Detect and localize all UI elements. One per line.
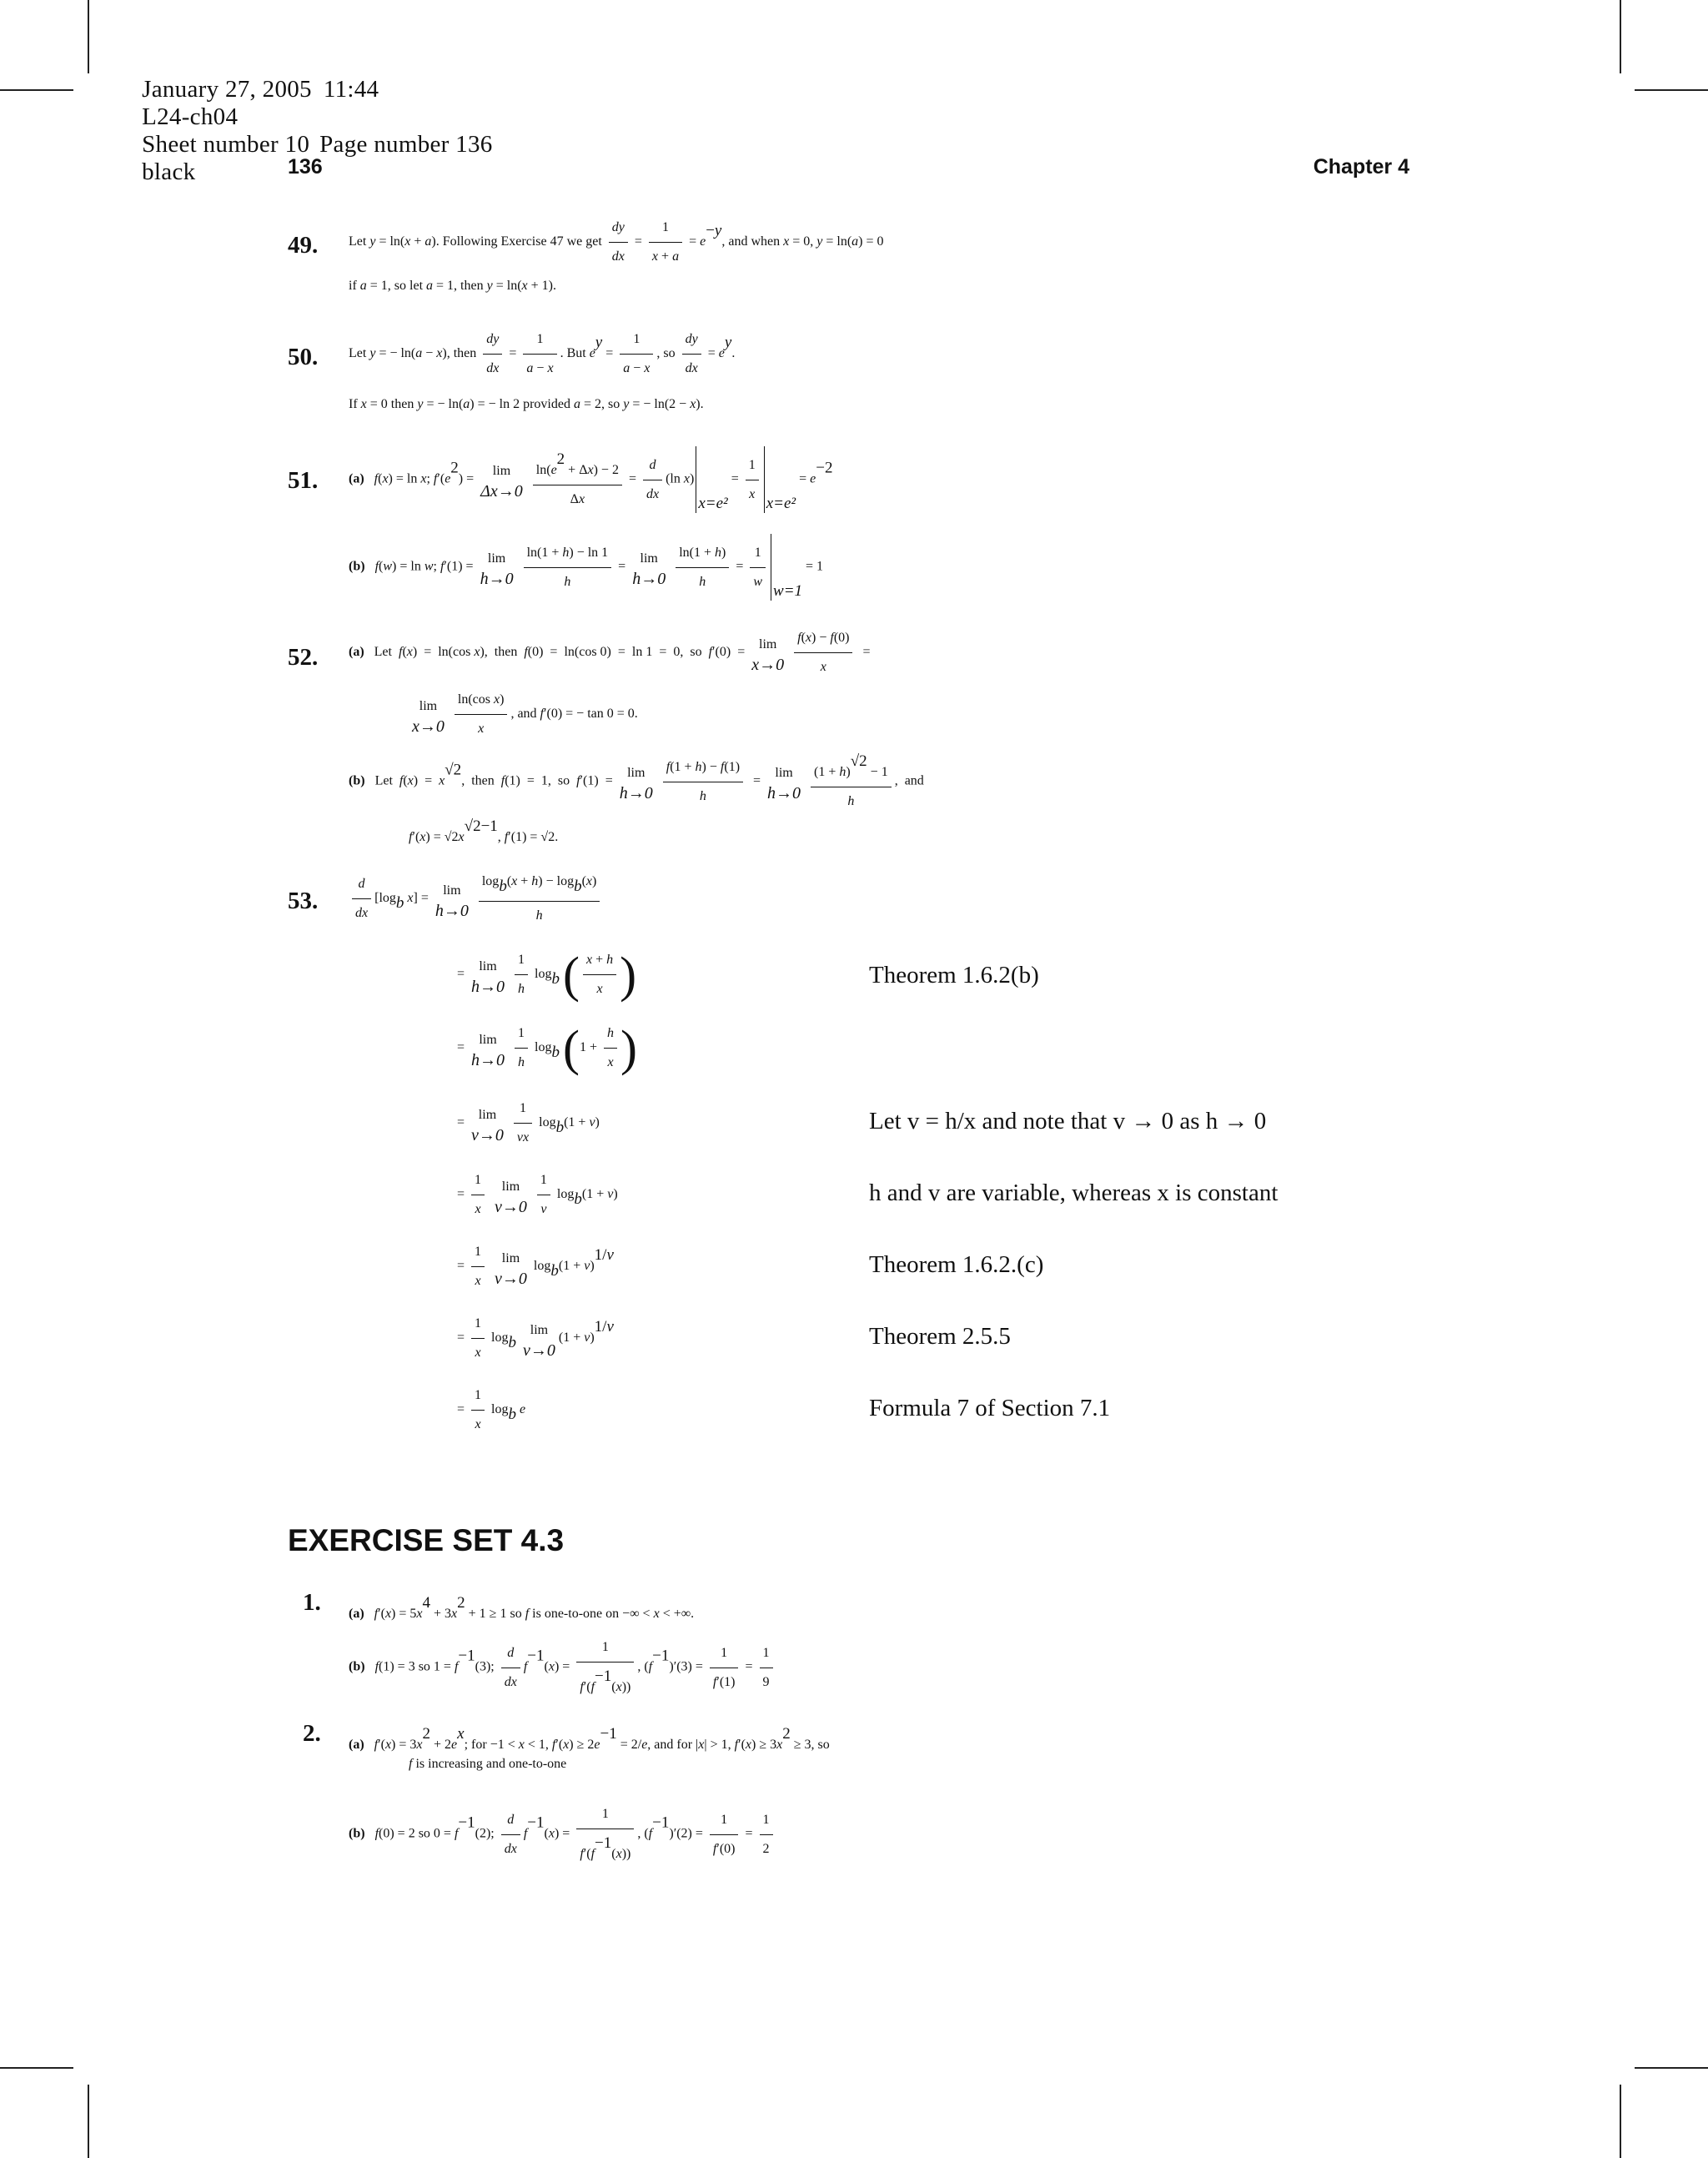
fraction: $\frac{dy}{dx}$ [609,214,628,271]
exercise-53-step5: = $\frac{1}{x}$ lim v→0 logb(1 + v)1/v [457,1238,614,1295]
fraction: $\frac{f(1 + h) - f(1)}{h}$ [663,753,743,811]
exercise-53-step1: = lim h→0 $\frac{1}{h}$ logb ( $\frac{x + h}{x}$ ) [457,947,637,1003]
exercise-53-step2: = lim h→0 $\frac{1}{h}$ logb (1 + $\frac{h}{x}$ ) [457,1020,637,1076]
exercise-52a-line1: (a) Let f(x) = ln(cos x), then f(0) = ln(cos 0) = ln 1 = 0, so f′(0) = lim x→0 $\frac{f(x) - f(0)}{x}$ = [349,624,871,682]
page-number: 136 [288,155,323,179]
fraction: $\frac{1}{v}$ [537,1166,550,1224]
justification-note: h and v are variable, whereas x is constant [869,1180,1278,1206]
print-slug [129,48,540,186]
fraction: $\frac{1}{vx}$ [514,1094,532,1152]
limit-operator: lim v→0 [495,1179,527,1216]
set43-ex1b: (b) f(1) = 3 so 1 = f−1(3); $\frac{d}{dx}$ f−1(x) = $\frac{1}{f'(f-1(x))}$ , (f−1)′(3) = $\frac{1}{f'(1)}$ = $\frac{1}{9}$ [349,1633,776,1702]
slug-date: January 27, 2005 11:44 [142,76,379,103]
set43-ex2a-line2: f is increasing and one-to-one [409,1757,567,1771]
fraction: $\frac{1}{f'(1)}$ [710,1639,739,1697]
fraction: $\frac{1}{x}$ [746,451,759,509]
limit-operator: lim h→0 [767,766,801,802]
fraction: $\frac{1}{2}$ [760,1806,773,1864]
crop-mark [1635,2067,1708,2069]
exercise-53-step3: = lim v→0 $\frac{1}{vx}$ logb(1 + v) [457,1094,600,1152]
exercise-number: 52. [288,644,319,671]
limit-operator: lim h→0 [471,958,505,996]
exercise-51b: (b) f(w) = ln w; f′(1) = lim h→0 $\frac{\ln(1 + h) - \ln 1}{h}$ = lim h→0 $\frac{\ln(1 + h)}{h}$ = $\frac{1}{w}$ w=1 = 1 [349,534,823,606]
exercise-52a-line2: lim x→0 $\frac{\text{ln(cos x)}}{x}$ , and f′(0) = − tan 0 = 0. [409,686,638,743]
fraction: $\frac{\ln(e2 + \Delta x) - 2}{\Delta x}$ [533,445,622,514]
exercise-number: 53. [288,888,319,914]
fraction: $\frac{\ln(1 + h)}{h}$ [676,539,729,596]
fraction: $\frac{1}{f'(f-1(x))}$ [576,1633,634,1702]
crop-mark [88,0,89,73]
exercise-52b-line1: (b) Let f(x) = x√2, then f(1) = 1, so f′(1) = lim h→0 $\frac{f(1 + h) - f(1)}{h}$ = lim h→0 $\frac{(1 + h)√2 - 1}{h}$ , and [349,747,924,816]
crop-mark [88,2085,89,2158]
exercise-53-step6: = $\frac{1}{x}$ logb lim v→0 (1 + v)1/v [457,1310,614,1367]
justification-note: Let v = h/x and note that v → 0 as h → 0 [869,1108,1267,1134]
exercise-number: 49. [288,232,319,259]
slug-color: black [142,158,196,185]
fraction: $\frac{dy}{dx}$ [483,325,502,383]
fraction: $\frac{1}{f'(f-1(x))}$ [576,1800,634,1869]
justification-note: Theorem 1.6.2.(c) [869,1251,1044,1278]
crop-mark [0,2067,73,2069]
fraction: $\frac{1}{a - x}$ [523,325,556,383]
justification-note: Theorem 2.5.5 [869,1323,1011,1350]
set43-ex1a: (a) f′(x) = 5x4 + 3x2 + 1 ≥ 1 so f is one-to-one on −∞ < x < +∞. [349,1594,695,1621]
crop-mark [1635,89,1708,91]
justification-note: Theorem 1.6.2(b) [869,962,1039,988]
limit-operator: lim v→0 [522,1322,555,1360]
limit-operator: lim h→0 [632,551,666,588]
fraction: $\frac{d}{dx}$ [501,1806,520,1864]
limit-operator: lim h→0 [619,766,653,802]
limit-operator: lim x→0 [751,636,785,674]
fraction: $\frac{1}{a - x}$ [620,325,653,383]
set43-ex2a-line1: (a) f′(x) = 3x2 + 2ex; for −1 < x < 1, f′(x) ≥ 2e−1 = 2/e, and for |x| > 1, f′(x) ≥ 3x2 ≥ 3, so [349,1725,830,1752]
limit-operator: lim x→0 [412,698,445,736]
exercise-53-step7: = $\frac{1}{x}$ logb e [457,1381,525,1439]
fraction: $\frac{d}{dx}$ [352,870,371,928]
fraction: $\frac{1}{h}$ [515,1019,528,1077]
crop-mark [0,89,73,91]
fraction: $\frac{1}{f'(0)}$ [710,1806,739,1864]
fraction: $\frac{1}{x}$ [471,1166,485,1224]
fraction: $\frac{1}{x + a}$ [649,214,682,271]
fraction: $\frac{\ln(1 + h) - \ln 1}{h}$ [524,539,612,596]
fraction: $\frac{x + h}{x}$ [583,946,616,1004]
fraction: $\frac{h}{x}$ [604,1019,617,1077]
exercise-53-step4: = $\frac{1}{x}$ lim v→0 $\frac{1}{v}$ logb(1 + v) [457,1166,618,1224]
fraction: $\frac{f(x) - f(0)}{x}$ [794,624,852,682]
fraction: $\frac{1}{x}$ [471,1238,485,1295]
exercise-53-step0: $\frac{d}{dx}$ [logb x] = lim h→0 $\frac{\log b(x + h) - \log b(x)}{h}$ [349,868,603,930]
limit-operator: lim h→0 [480,551,514,588]
exercise-number: 50. [288,344,319,370]
section-title: EXERCISE SET 4.3 [288,1523,565,1557]
limit-operator: lim h→0 [435,883,469,920]
fraction: $\frac{d}{dx}$ [643,451,662,509]
chapter-label: Chapter 4 [1313,155,1409,179]
fraction: $\frac{1}{9}$ [760,1639,773,1697]
fraction: $\frac{dy}{dx}$ [682,325,701,383]
slug-file: L24-ch04 [142,103,239,130]
exercise-number: 2. [303,1720,321,1747]
fraction: $\frac{(1 + h)√2 - 1}{h}$ [811,747,892,816]
limit-operator: lim v→0 [495,1250,527,1288]
slug-sheet: Sheet number 10 Page number 136 [142,131,493,158]
fraction: $\frac{1}{h}$ [515,946,528,1004]
exercise-50-line1: Let y = − ln(a − x), then $\frac{dy}{dx}$ = $\frac{1}{a - x}$ . But ey = $\frac{1}{a - x}$ , so $\frac{dy}{dx}$ = ey. [349,325,735,383]
limit-operator: lim h→0 [471,1032,505,1069]
justification-note: Formula 7 of Section 7.1 [869,1395,1111,1421]
fraction: $\frac{\log b(x + h) - \log b(x)}{h}$ [479,868,600,930]
exercise-51a: (a) f(x) = ln x; f′(e2) = lim Δx→0 $\frac{\ln(e2 + \Delta x) - 2}{\Delta x}$ = $\frac{d}{dx}$ (ln x)x=e² = $\frac{1}{x}$ x=e² = e−2 [349,445,832,518]
exercise-50-line2: If x = 0 then y = − ln(a) = − ln 2 provided a = 2, so y = − ln(2 − x). [349,397,704,411]
exercise-52b-line2: f′(x) = √2x√2−1, f′(1) = √2. [409,817,559,844]
exercise-number: 1. [303,1589,321,1616]
fraction: $\frac{1}{x}$ [471,1310,485,1367]
fraction: $\frac{d}{dx}$ [501,1639,520,1697]
crop-mark [1620,0,1621,73]
limit-operator: lim Δx→0 [480,464,523,501]
limit-operator: lim v→0 [471,1107,504,1144]
exercise-49-line2: if a = 1, so let a = 1, then y = ln(x + 1). [349,279,556,293]
set43-ex2b: (b) f(0) = 2 so 0 = f−1(2); $\frac{d}{dx}$ f−1(x) = $\frac{1}{f'(f-1(x))}$ , (f−1)′(2) = $\frac{1}{f'(0)}$ = $\frac{1}{2}$ [349,1800,776,1869]
exercise-49-line1: Let y = ln(x + a). Following Exercise 47 we get $\frac{dy}{dx}$ = $\frac{1}{x + a}$ = e−y, and when x = 0, y = ln(a) = 0 [349,214,884,271]
fraction: $\frac{\text{ln(cos x)}}{x}$ [455,686,508,743]
exercise-number: 51. [288,467,319,494]
fraction: $\frac{1}{w}$ [750,539,766,596]
fraction: $\frac{1}{x}$ [471,1381,485,1439]
crop-mark [1620,2085,1621,2158]
